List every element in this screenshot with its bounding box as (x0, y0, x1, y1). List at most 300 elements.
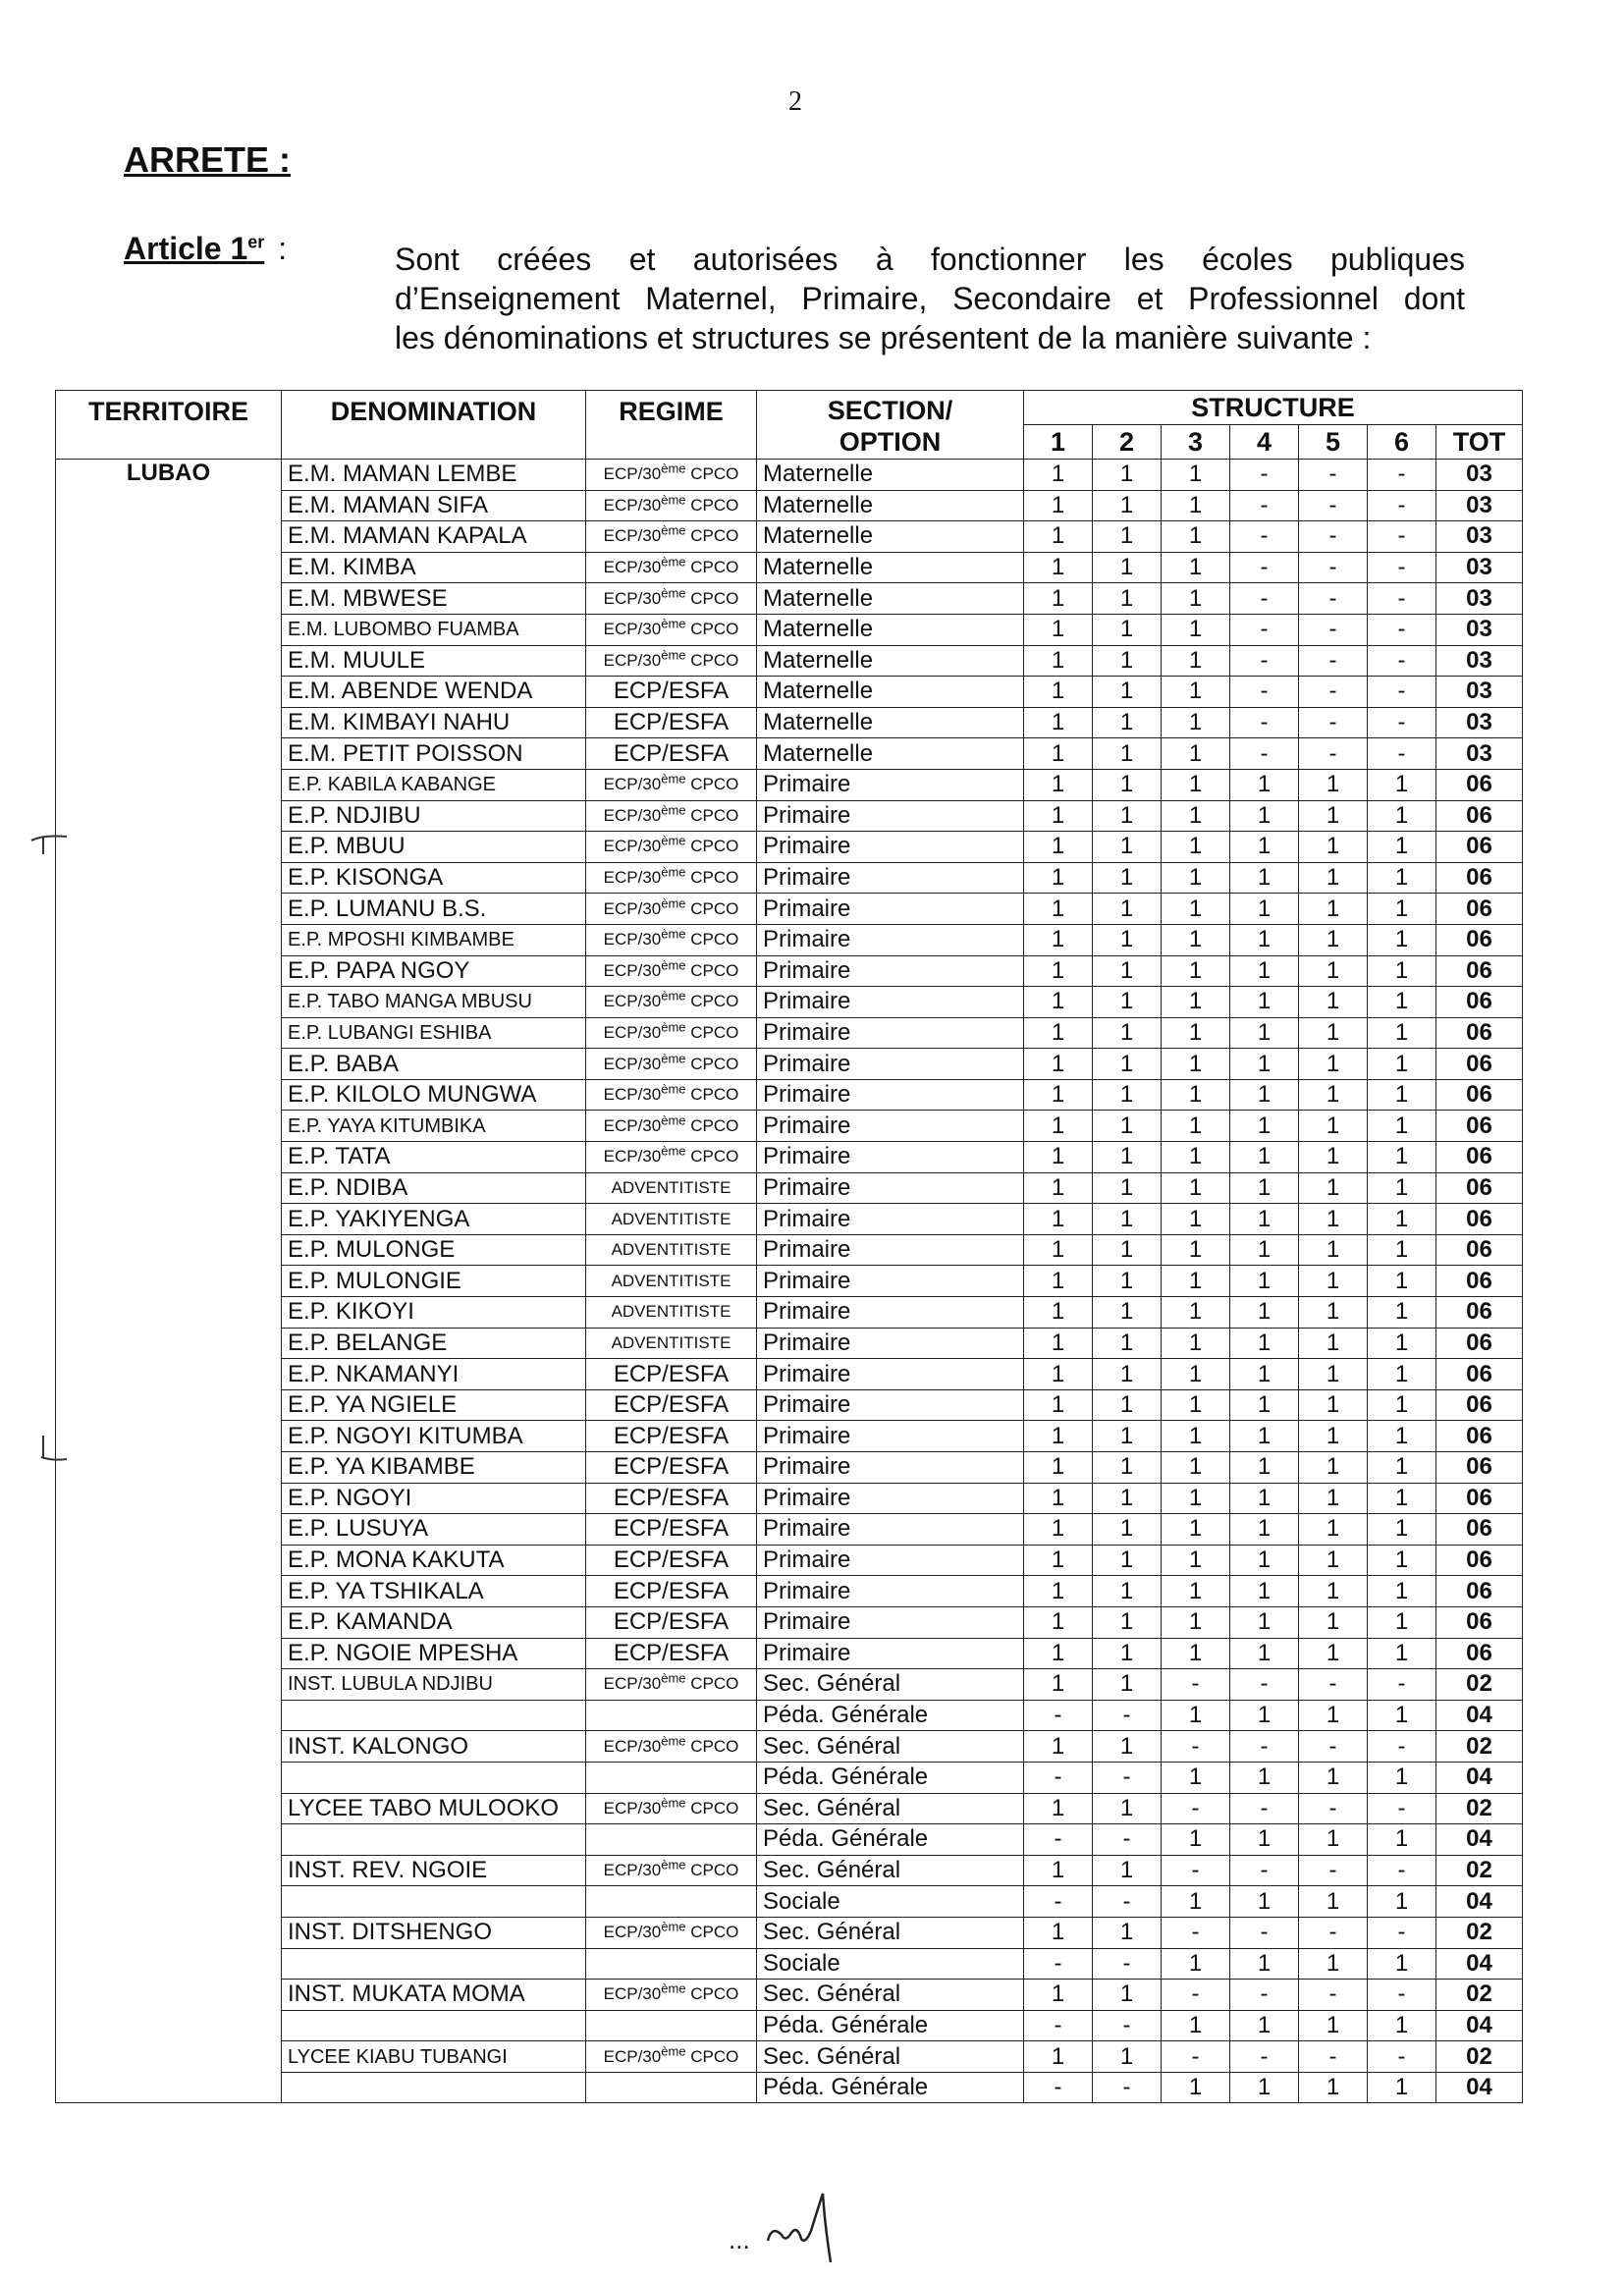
section-cell: Sociale (757, 1886, 1024, 1918)
total-cell: 06 (1436, 800, 1523, 832)
section-cell: Primaire (757, 1452, 1024, 1484)
structure-cell: - (1368, 2041, 1436, 2073)
structure-cell: - (1093, 2072, 1162, 2103)
structure-cell: 1 (1299, 924, 1368, 955)
total-cell: 03 (1436, 645, 1523, 677)
article-line-1: Sont créées et autorisées à fonctionner les écoles publiques (395, 242, 1465, 277)
structure-cell: 1 (1230, 1948, 1299, 1980)
section-cell: Primaire (757, 1017, 1024, 1049)
section-cell: Primaire (757, 1514, 1024, 1546)
structure-cell: 1 (1024, 490, 1093, 521)
structure-cell: 1 (1093, 800, 1162, 832)
structure-cell: 1 (1299, 1049, 1368, 1080)
total-cell: 06 (1436, 1638, 1523, 1669)
structure-cell: 1 (1024, 832, 1093, 863)
structure-cell: - (1299, 707, 1368, 738)
structure-cell: 1 (1024, 1669, 1093, 1701)
structure-cell: 1 (1093, 1111, 1162, 1142)
section-cell: Primaire (757, 894, 1024, 925)
denomination-cell: E.P. LUSUYA (282, 1514, 586, 1546)
structure-cell: 1 (1299, 1638, 1368, 1669)
structure-cell: 1 (1299, 1576, 1368, 1607)
structure-cell: 1 (1162, 1142, 1230, 1173)
header-structure: STRUCTURE (1024, 391, 1523, 425)
structure-cell: - (1162, 1917, 1230, 1948)
total-cell: 06 (1436, 1142, 1523, 1173)
structure-cell: 1 (1368, 1328, 1436, 1359)
total-cell: 02 (1436, 1855, 1523, 1886)
structure-cell: 1 (1162, 677, 1230, 708)
structure-cell: - (1299, 552, 1368, 583)
structure-cell: 1 (1024, 1638, 1093, 1669)
total-cell: 06 (1436, 955, 1523, 987)
structure-cell: 1 (1230, 1545, 1299, 1576)
structure-cell: 1 (1162, 2072, 1230, 2103)
header-section: SECTION/ (827, 396, 953, 425)
total-cell: 04 (1436, 1824, 1523, 1856)
structure-cell: 1 (1368, 987, 1436, 1018)
structure-cell: 1 (1024, 677, 1093, 708)
total-cell: 06 (1436, 1234, 1523, 1266)
article-line-2: d’Enseignement Maternel, Primaire, Secondaire et Professionnel dont (395, 281, 1465, 316)
header-col-6: 6 (1368, 425, 1436, 460)
structure-cell: - (1368, 1731, 1436, 1763)
structure-cell: 1 (1162, 1700, 1230, 1731)
structure-cell: 1 (1368, 1886, 1436, 1918)
structure-cell: 1 (1230, 2010, 1299, 2041)
structure-cell: - (1230, 521, 1299, 553)
regime-cell: ECP/ESFA (586, 1389, 757, 1421)
structure-cell: 1 (1299, 1266, 1368, 1297)
structure-cell: 1 (1024, 1111, 1093, 1142)
structure-cell: 1 (1162, 1545, 1230, 1576)
section-cell: Primaire (757, 1545, 1024, 1576)
structure-cell: 1 (1162, 1049, 1230, 1080)
denomination-cell: E.P. MONA KAKUTA (282, 1545, 586, 1576)
structure-cell: 1 (1368, 1389, 1436, 1421)
schools-table (55, 390, 1523, 2103)
table-row (56, 460, 1523, 491)
denomination-cell: E.P. NKAMANYI (282, 1359, 586, 1390)
structure-cell: - (1162, 1731, 1230, 1763)
total-cell: 03 (1436, 460, 1523, 491)
total-cell: 06 (1436, 1204, 1523, 1235)
regime-cell (586, 2072, 757, 2103)
structure-cell: 1 (1230, 987, 1299, 1018)
structure-cell: 1 (1368, 800, 1436, 832)
structure-cell: 1 (1162, 894, 1230, 925)
structure-cell: 1 (1162, 1514, 1230, 1546)
article-label (124, 231, 287, 267)
total-cell: 03 (1436, 490, 1523, 521)
denomination-cell: INST. DITSHENGO (282, 1917, 586, 1948)
structure-cell: - (1093, 1886, 1162, 1918)
structure-cell: 1 (1162, 1576, 1230, 1607)
section-cell: Primaire (757, 1111, 1024, 1142)
regime-cell: ECP/30ème CPCO (586, 1111, 757, 1142)
structure-cell: 1 (1230, 1389, 1299, 1421)
total-cell: 06 (1436, 1606, 1523, 1638)
section-cell: Maternelle (757, 521, 1024, 553)
structure-cell: - (1299, 614, 1368, 645)
regime-cell: ADVENTITISTE (586, 1234, 757, 1266)
structure-cell: 1 (1024, 1452, 1093, 1484)
structure-cell: 1 (1299, 955, 1368, 987)
structure-cell: 1 (1162, 1111, 1230, 1142)
structure-cell: 1 (1299, 1204, 1368, 1235)
structure-cell: 1 (1299, 1079, 1368, 1111)
section-cell: Primaire (757, 832, 1024, 863)
table-body (56, 460, 1523, 2103)
structure-cell: 1 (1093, 1576, 1162, 1607)
denomination-cell (282, 1824, 586, 1856)
total-cell: 06 (1436, 1266, 1523, 1297)
structure-cell: 1 (1093, 1017, 1162, 1049)
structure-cell: - (1024, 1700, 1093, 1731)
header-section-option (757, 391, 1024, 460)
regime-cell (586, 1948, 757, 1980)
structure-cell: 1 (1230, 1638, 1299, 1669)
regime-cell (586, 1886, 757, 1918)
structure-cell: 1 (1024, 1514, 1093, 1546)
denomination-cell: E.M. MBWESE (282, 583, 586, 615)
structure-cell: 1 (1093, 987, 1162, 1018)
total-cell: 02 (1436, 1917, 1523, 1948)
structure-cell: 1 (1162, 738, 1230, 770)
structure-cell: 1 (1230, 1142, 1299, 1173)
regime-cell: ECP/30ème CPCO (586, 1669, 757, 1701)
regime-cell: ECP/30ème CPCO (586, 614, 757, 645)
structure-cell: - (1299, 460, 1368, 491)
denomination-cell: E.P. NGOYI KITUMBA (282, 1421, 586, 1452)
section-cell: Péda. Générale (757, 2010, 1024, 2041)
section-cell: Primaire (757, 1049, 1024, 1080)
structure-cell: - (1230, 2041, 1299, 2073)
structure-cell: 1 (1093, 1514, 1162, 1546)
structure-cell: 1 (1299, 769, 1368, 800)
denomination-cell: E.M. KIMBA (282, 552, 586, 583)
total-cell: 06 (1436, 1172, 1523, 1204)
structure-cell: 1 (1368, 1204, 1436, 1235)
structure-cell: 1 (1162, 1638, 1230, 1669)
regime-cell: ADVENTITISTE (586, 1172, 757, 1204)
total-cell: 06 (1436, 1328, 1523, 1359)
section-cell: Primaire (757, 1576, 1024, 1607)
structure-cell: 1 (1299, 2072, 1368, 2103)
regime-cell: ECP/ESFA (586, 677, 757, 708)
structure-cell: 1 (1162, 1824, 1230, 1856)
denomination-cell: E.P. NDJIBU (282, 800, 586, 832)
structure-cell: 1 (1368, 1172, 1436, 1204)
structure-cell: 1 (1230, 1049, 1299, 1080)
structure-cell: 1 (1024, 924, 1093, 955)
structure-cell: 1 (1299, 1142, 1368, 1173)
denomination-cell: E.P. KAMANDA (282, 1606, 586, 1638)
structure-cell: 1 (1368, 1234, 1436, 1266)
structure-cell: - (1299, 645, 1368, 677)
structure-cell: 1 (1093, 955, 1162, 987)
denomination-cell: E.P. MPOSHI KIMBAMBE (282, 924, 586, 955)
structure-cell: 1 (1024, 1079, 1093, 1111)
structure-cell: 1 (1093, 1855, 1162, 1886)
section-cell: Primaire (757, 955, 1024, 987)
structure-cell: 1 (1024, 552, 1093, 583)
structure-cell: 1 (1162, 2010, 1230, 2041)
structure-cell: 1 (1093, 1917, 1162, 1948)
structure-cell: 1 (1299, 1452, 1368, 1484)
header-regime: REGIME (586, 391, 757, 460)
structure-cell: 1 (1368, 924, 1436, 955)
total-cell: 02 (1436, 1731, 1523, 1763)
structure-cell: 1 (1230, 1234, 1299, 1266)
denomination-cell: E.P. NGOYI (282, 1483, 586, 1514)
regime-cell: ECP/ESFA (586, 738, 757, 770)
structure-cell: 1 (1368, 1111, 1436, 1142)
total-cell: 06 (1436, 1079, 1523, 1111)
denomination-cell: E.P. YA KIBAMBE (282, 1452, 586, 1484)
structure-cell: - (1024, 2072, 1093, 2103)
structure-cell: 1 (1024, 1421, 1093, 1452)
structure-cell: 1 (1024, 987, 1093, 1018)
structure-cell: 1 (1162, 707, 1230, 738)
structure-cell: 1 (1024, 1359, 1093, 1390)
structure-cell: 1 (1024, 1793, 1093, 1824)
denomination-cell: LYCEE TABO MULOOKO (282, 1793, 586, 1824)
structure-cell: 1 (1230, 800, 1299, 832)
structure-cell: 1 (1162, 1204, 1230, 1235)
structure-cell: 1 (1299, 1359, 1368, 1390)
regime-cell: ECP/30ème CPCO (586, 1855, 757, 1886)
regime-cell: ECP/30ème CPCO (586, 924, 757, 955)
regime-cell: ECP/ESFA (586, 1606, 757, 1638)
structure-cell: 1 (1162, 1452, 1230, 1484)
denomination-cell: E.P. YAKIYENGA (282, 1204, 586, 1235)
header-col-1: 1 (1024, 425, 1093, 460)
section-cell: Maternelle (757, 583, 1024, 615)
structure-cell: 1 (1162, 955, 1230, 987)
structure-cell: 1 (1230, 1421, 1299, 1452)
regime-cell: ECP/30ème CPCO (586, 1142, 757, 1173)
regime-cell: ECP/30ème CPCO (586, 521, 757, 553)
structure-cell: 1 (1299, 1389, 1368, 1421)
structure-cell: 1 (1093, 1793, 1162, 1824)
regime-cell: ECP/30ème CPCO (586, 894, 757, 925)
structure-cell: 1 (1093, 1731, 1162, 1763)
regime-cell: ECP/30ème CPCO (586, 1917, 757, 1948)
structure-cell: - (1368, 1917, 1436, 1948)
structure-cell: - (1230, 1793, 1299, 1824)
structure-cell: 1 (1230, 1452, 1299, 1484)
structure-cell: - (1368, 1669, 1436, 1701)
structure-cell: 1 (1024, 1266, 1093, 1297)
regime-cell: ECP/30ème CPCO (586, 862, 757, 894)
structure-cell: 1 (1368, 1142, 1436, 1173)
structure-cell: 1 (1299, 1700, 1368, 1731)
section-cell: Péda. Générale (757, 2072, 1024, 2103)
structure-cell: 1 (1230, 1606, 1299, 1638)
structure-cell: 1 (1230, 1514, 1299, 1546)
structure-cell: 1 (1093, 707, 1162, 738)
structure-cell: 1 (1162, 1297, 1230, 1329)
structure-cell: 1 (1162, 1762, 1230, 1793)
regime-cell: ECP/ESFA (586, 1359, 757, 1390)
total-cell: 04 (1436, 1762, 1523, 1793)
structure-cell: - (1162, 1855, 1230, 1886)
total-cell: 06 (1436, 1017, 1523, 1049)
denomination-cell: E.P. KISONGA (282, 862, 586, 894)
regime-cell: ADVENTITISTE (586, 1266, 757, 1297)
regime-cell: ECP/30ème CPCO (586, 490, 757, 521)
structure-cell: 1 (1299, 1017, 1368, 1049)
denomination-cell: LYCEE KIABU TUBANGI (282, 2041, 586, 2073)
structure-cell: 1 (1162, 1266, 1230, 1297)
structure-cell: 1 (1093, 924, 1162, 955)
total-cell: 04 (1436, 1886, 1523, 1918)
total-cell: 03 (1436, 614, 1523, 645)
structure-cell: - (1162, 2041, 1230, 2073)
structure-cell: 1 (1368, 1483, 1436, 1514)
structure-cell: 1 (1093, 645, 1162, 677)
structure-cell: - (1024, 2010, 1093, 2041)
structure-cell: 1 (1299, 1297, 1368, 1329)
denomination-cell: E.P. TATA (282, 1142, 586, 1173)
section-cell: Primaire (757, 769, 1024, 800)
section-cell: Sec. Général (757, 1917, 1024, 1948)
structure-cell: 1 (1299, 1421, 1368, 1452)
denomination-cell: E.P. TABO MANGA MBUSU (282, 987, 586, 1018)
denomination-cell: E.P. MBUU (282, 832, 586, 863)
structure-cell: - (1368, 1793, 1436, 1824)
structure-cell: - (1230, 677, 1299, 708)
section-cell: Primaire (757, 1359, 1024, 1390)
structure-cell: 1 (1093, 2041, 1162, 2073)
signature-dots: ... (729, 2225, 750, 2254)
structure-cell: - (1230, 1855, 1299, 1886)
structure-cell: 1 (1093, 614, 1162, 645)
structure-cell: - (1368, 645, 1436, 677)
structure-cell: 1 (1024, 769, 1093, 800)
structure-cell: 1 (1093, 1638, 1162, 1669)
total-cell: 03 (1436, 583, 1523, 615)
denomination-cell: E.P. YA TSHIKALA (282, 1576, 586, 1607)
structure-cell: 1 (1024, 1297, 1093, 1329)
header-option: OPTION (839, 427, 942, 457)
section-cell: Sec. Général (757, 1855, 1024, 1886)
structure-cell: 1 (1162, 769, 1230, 800)
structure-cell: - (1299, 1731, 1368, 1763)
structure-cell: 1 (1299, 987, 1368, 1018)
structure-cell: 1 (1368, 1297, 1436, 1329)
header-territoire: TERRITOIRE (56, 391, 282, 460)
structure-cell: 1 (1230, 1111, 1299, 1142)
structure-cell: 1 (1299, 1111, 1368, 1142)
header-col-2: 2 (1093, 425, 1162, 460)
structure-cell: - (1230, 645, 1299, 677)
structure-cell: 1 (1368, 1606, 1436, 1638)
section-cell: Primaire (757, 1172, 1024, 1204)
structure-cell: - (1162, 1980, 1230, 2011)
section-cell: Maternelle (757, 677, 1024, 708)
structure-cell: 1 (1230, 862, 1299, 894)
denomination-cell: E.P. NGOIE MPESHA (282, 1638, 586, 1669)
article-body (395, 240, 1465, 357)
section-cell: Primaire (757, 987, 1024, 1018)
structure-cell: 1 (1024, 1142, 1093, 1173)
structure-cell: 1 (1024, 1204, 1093, 1235)
structure-cell: - (1299, 677, 1368, 708)
section-cell: Maternelle (757, 645, 1024, 677)
structure-cell: 1 (1093, 1049, 1162, 1080)
structure-cell: 1 (1093, 1606, 1162, 1638)
structure-cell: - (1368, 614, 1436, 645)
structure-cell: 1 (1093, 521, 1162, 553)
territoire-cell: LUBAO (56, 460, 282, 2103)
regime-cell (586, 1824, 757, 1856)
structure-cell: 1 (1368, 1545, 1436, 1576)
total-cell: 03 (1436, 521, 1523, 553)
denomination-cell: INST. LUBULA NDJIBU (282, 1669, 586, 1701)
structure-cell: - (1299, 2041, 1368, 2073)
structure-cell: 1 (1024, 521, 1093, 553)
structure-cell: 1 (1093, 1328, 1162, 1359)
section-cell: Primaire (757, 1142, 1024, 1173)
structure-cell: 1 (1368, 1049, 1436, 1080)
structure-cell: 1 (1162, 987, 1230, 1018)
section-cell: Primaire (757, 1606, 1024, 1638)
structure-cell: - (1230, 552, 1299, 583)
total-cell: 06 (1436, 862, 1523, 894)
denomination-cell (282, 2072, 586, 2103)
structure-cell: - (1093, 2010, 1162, 2041)
section-cell: Primaire (757, 1204, 1024, 1235)
structure-cell: 1 (1368, 862, 1436, 894)
regime-cell: ECP/ESFA (586, 1452, 757, 1484)
structure-cell: - (1093, 1762, 1162, 1793)
structure-cell: - (1162, 1669, 1230, 1701)
header-col-5: 5 (1299, 425, 1368, 460)
structure-cell: 1 (1299, 1514, 1368, 1546)
total-cell: 06 (1436, 1297, 1523, 1329)
structure-cell: 1 (1299, 1948, 1368, 1980)
structure-cell: 1 (1162, 1328, 1230, 1359)
structure-cell: 1 (1368, 1824, 1436, 1856)
structure-cell: 1 (1162, 1886, 1230, 1918)
regime-cell: ECP/ESFA (586, 1514, 757, 1546)
structure-cell: 1 (1230, 955, 1299, 987)
structure-cell: - (1299, 1855, 1368, 1886)
regime-cell: ECP/30ème CPCO (586, 2041, 757, 2073)
total-cell: 02 (1436, 1669, 1523, 1701)
denomination-cell: E.P. KABILA KABANGE (282, 769, 586, 800)
total-cell: 06 (1436, 1545, 1523, 1576)
structure-cell: 1 (1368, 1638, 1436, 1669)
structure-cell: - (1368, 583, 1436, 615)
structure-cell: 1 (1162, 1606, 1230, 1638)
structure-cell: 1 (1368, 1359, 1436, 1390)
section-cell: Primaire (757, 1297, 1024, 1329)
denomination-cell (282, 1886, 586, 1918)
total-cell: 06 (1436, 924, 1523, 955)
header-col-4: 4 (1230, 425, 1299, 460)
regime-cell: ECP/ESFA (586, 1483, 757, 1514)
structure-cell: 1 (1093, 1452, 1162, 1484)
structure-cell: - (1299, 583, 1368, 615)
structure-cell: 1 (1162, 832, 1230, 863)
section-cell: Maternelle (757, 707, 1024, 738)
structure-cell: - (1024, 1824, 1093, 1856)
total-cell: 02 (1436, 1793, 1523, 1824)
structure-cell: 1 (1368, 894, 1436, 925)
